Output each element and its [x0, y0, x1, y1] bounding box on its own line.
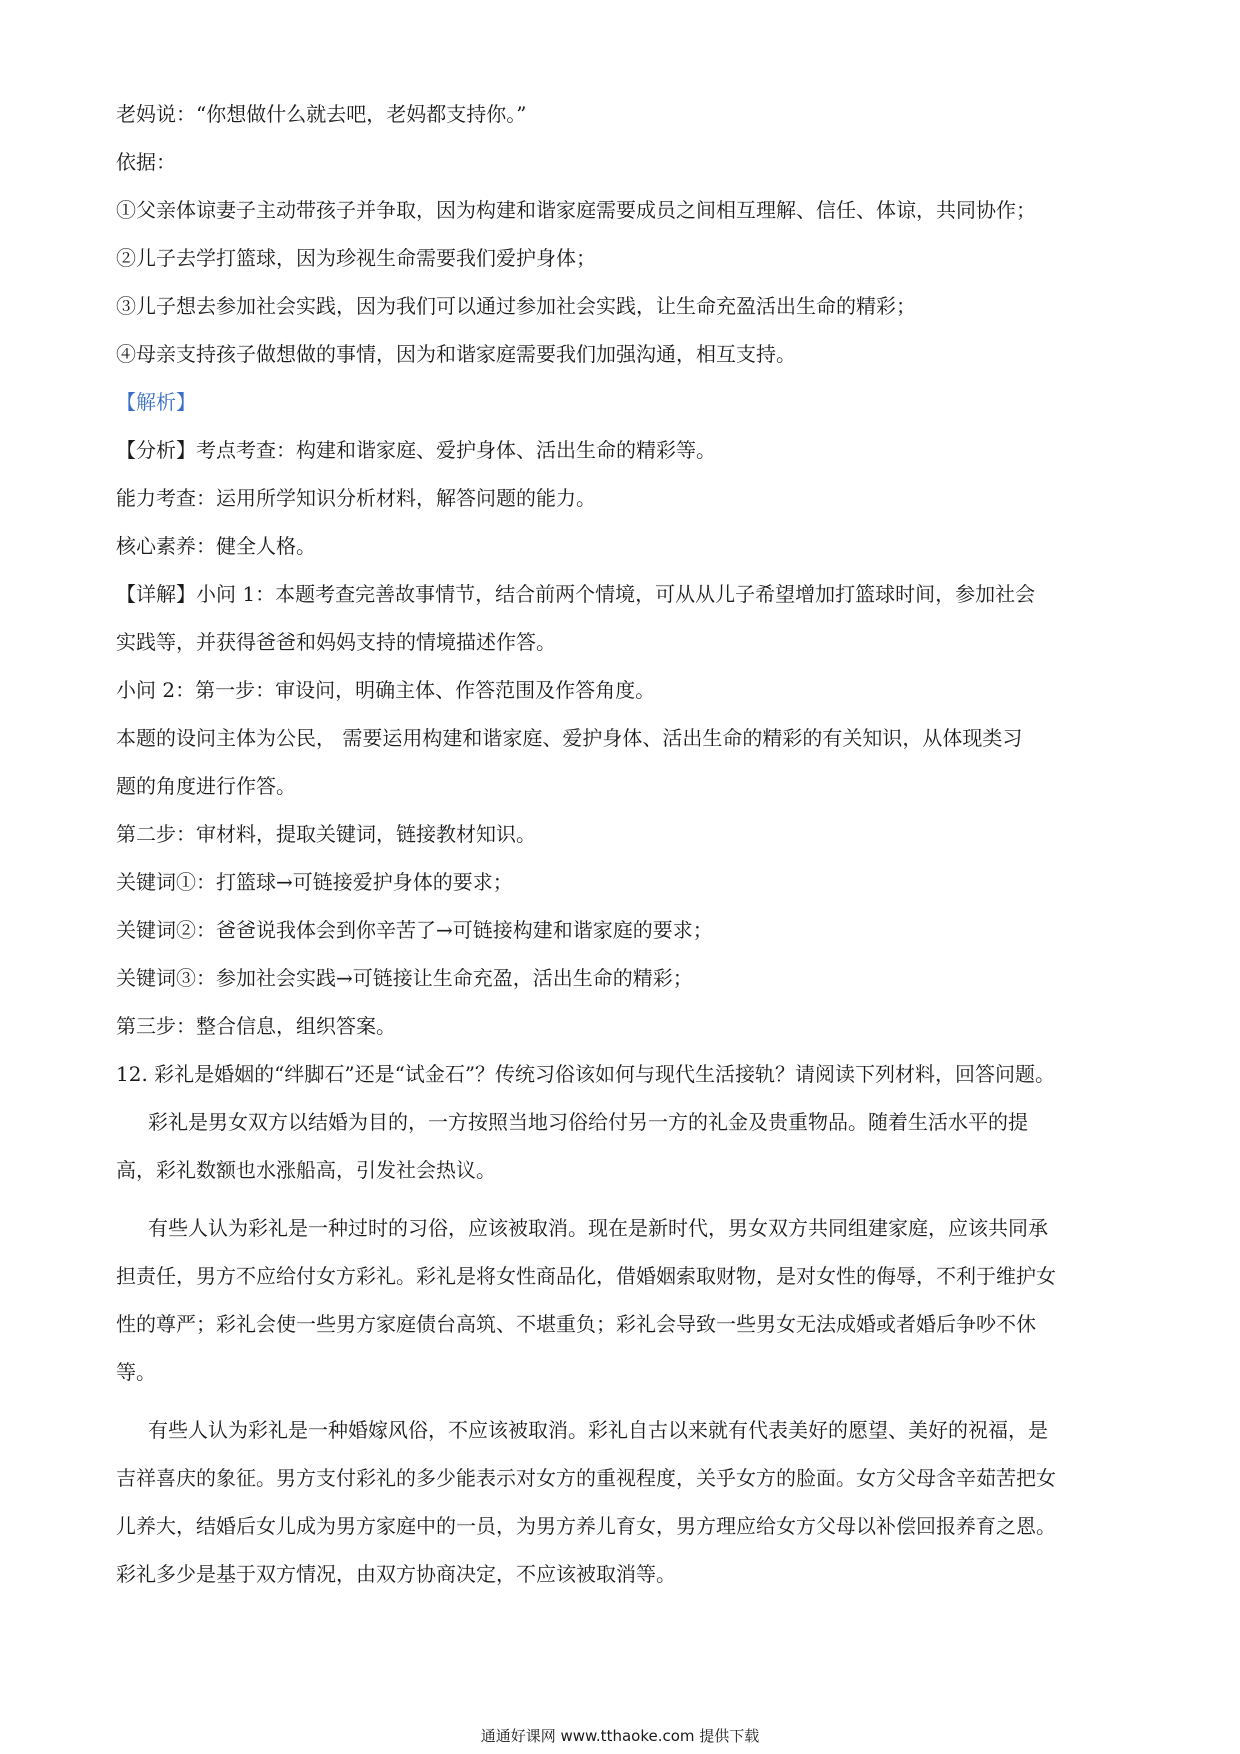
material-paragraph: 吉祥喜庆的象征。男方支付彩礼的多少能表示对女方的重视程度，关乎女方的脸面。女方父母含辛茹苦把女: [116, 1466, 1056, 1490]
material-paragraph: 彩礼多少是基于双方情况，由双方协商决定，不应该被取消等。: [116, 1562, 676, 1586]
material-paragraph: 等。: [116, 1360, 156, 1384]
question-12: 12. 彩礼是婚姻的“绊脚石”还是“试金石”？传统习俗该如何与现代生活接轨？请阅读下列材料，回答问题。: [116, 1062, 1056, 1086]
basis-item-3: ③儿子想去参加社会实践，因为我们可以通过参加社会实践，让生命充盈活出生命的精彩；: [116, 294, 916, 318]
material-paragraph: 彩礼是男女双方以结婚为目的，一方按照当地习俗给付另一方的礼金及贵重物品。随着生活水平的提: [148, 1110, 1028, 1134]
material-paragraph: 担责任，男方不应给付女方彩礼。彩礼是将女性商品化，借婚姻索取财物，是对女性的侮辱，不利于维护女: [116, 1264, 1056, 1288]
keyword-1: 关键词①：打篮球→可链接爱护身体的要求；: [116, 870, 513, 894]
keyword-3: 关键词③：参加社会实践→可链接让生命充盈，活出生命的精彩；: [116, 966, 693, 990]
literacy-point: 核心素养：健全人格。: [116, 534, 316, 558]
detail-line: 题的角度进行作答。: [116, 774, 296, 798]
basis-item-2: ②儿子去学打篮球，因为珍视生命需要我们爱护身体；: [116, 246, 596, 270]
detail-line: 实践等，并获得爸爸和妈妈支持的情境描述作答。: [116, 630, 556, 654]
detail-line: 小问 2：第一步：审设问，明确主体、作答范围及作答角度。: [116, 678, 656, 702]
dialogue-line: 老妈说：“你想做什么就去吧，老妈都支持你。”: [116, 102, 527, 126]
basis-item-1: ①父亲体谅妻子主动带孩子并争取，因为构建和谐家庭需要成员之间相互理解、信任、体谅，共同协作；: [116, 198, 1036, 222]
material-paragraph: 儿养大，结婚后女儿成为男方家庭中的一员，为男方养儿育女，男方理应给女方父母以补偿回报养育之恩。: [116, 1514, 1056, 1538]
analysis-point: 【分析】考点考查：构建和谐家庭、爱护身体、活出生命的精彩等。: [116, 438, 716, 462]
step-two: 第二步：审材料，提取关键词，链接教材知识。: [116, 822, 536, 846]
ability-point: 能力考查：运用所学知识分析材料，解答问题的能力。: [116, 486, 596, 510]
detail-line: 本题的设问主体为公民， 需要运用构建和谐家庭、爱护身体、活出生命的精彩的有关知识，从体现类习: [116, 726, 1023, 750]
material-paragraph: 有些人认为彩礼是一种过时的习俗，应该被取消。现在是新时代，男女双方共同组建家庭，应该共同承: [148, 1216, 1048, 1240]
material-paragraph: 高，彩礼数额也水涨船高，引发社会热议。: [116, 1158, 496, 1182]
analysis-heading: 【解析】: [116, 390, 196, 414]
material-paragraph: 有些人认为彩礼是一种婚嫁风俗，不应该被取消。彩礼自古以来就有代表美好的愿望、美好的祝福，是: [148, 1418, 1048, 1442]
basis-item-4: ④母亲支持孩子做想做的事情，因为和谐家庭需要我们加强沟通，相互支持。: [116, 342, 796, 366]
page-footer: 通通好课网 www.tthaoke.com 提供下载: [480, 1727, 760, 1745]
keyword-2: 关键词②：爸爸说我体会到你辛苦了→可链接构建和谐家庭的要求；: [116, 918, 713, 942]
basis-heading: 依据：: [116, 150, 176, 174]
material-paragraph: 性的尊严；彩礼会使一些男方家庭债台高筑、不堪重负；彩礼会导致一些男女无法成婚或者婚后争吵不休: [116, 1312, 1036, 1336]
detail-line: 【详解】小问 1：本题考查完善故事情节，结合前两个情境，可从从儿子希望增加打篮球时间，参加社会: [116, 582, 1036, 606]
step-three: 第三步：整合信息，组织答案。: [116, 1014, 396, 1038]
